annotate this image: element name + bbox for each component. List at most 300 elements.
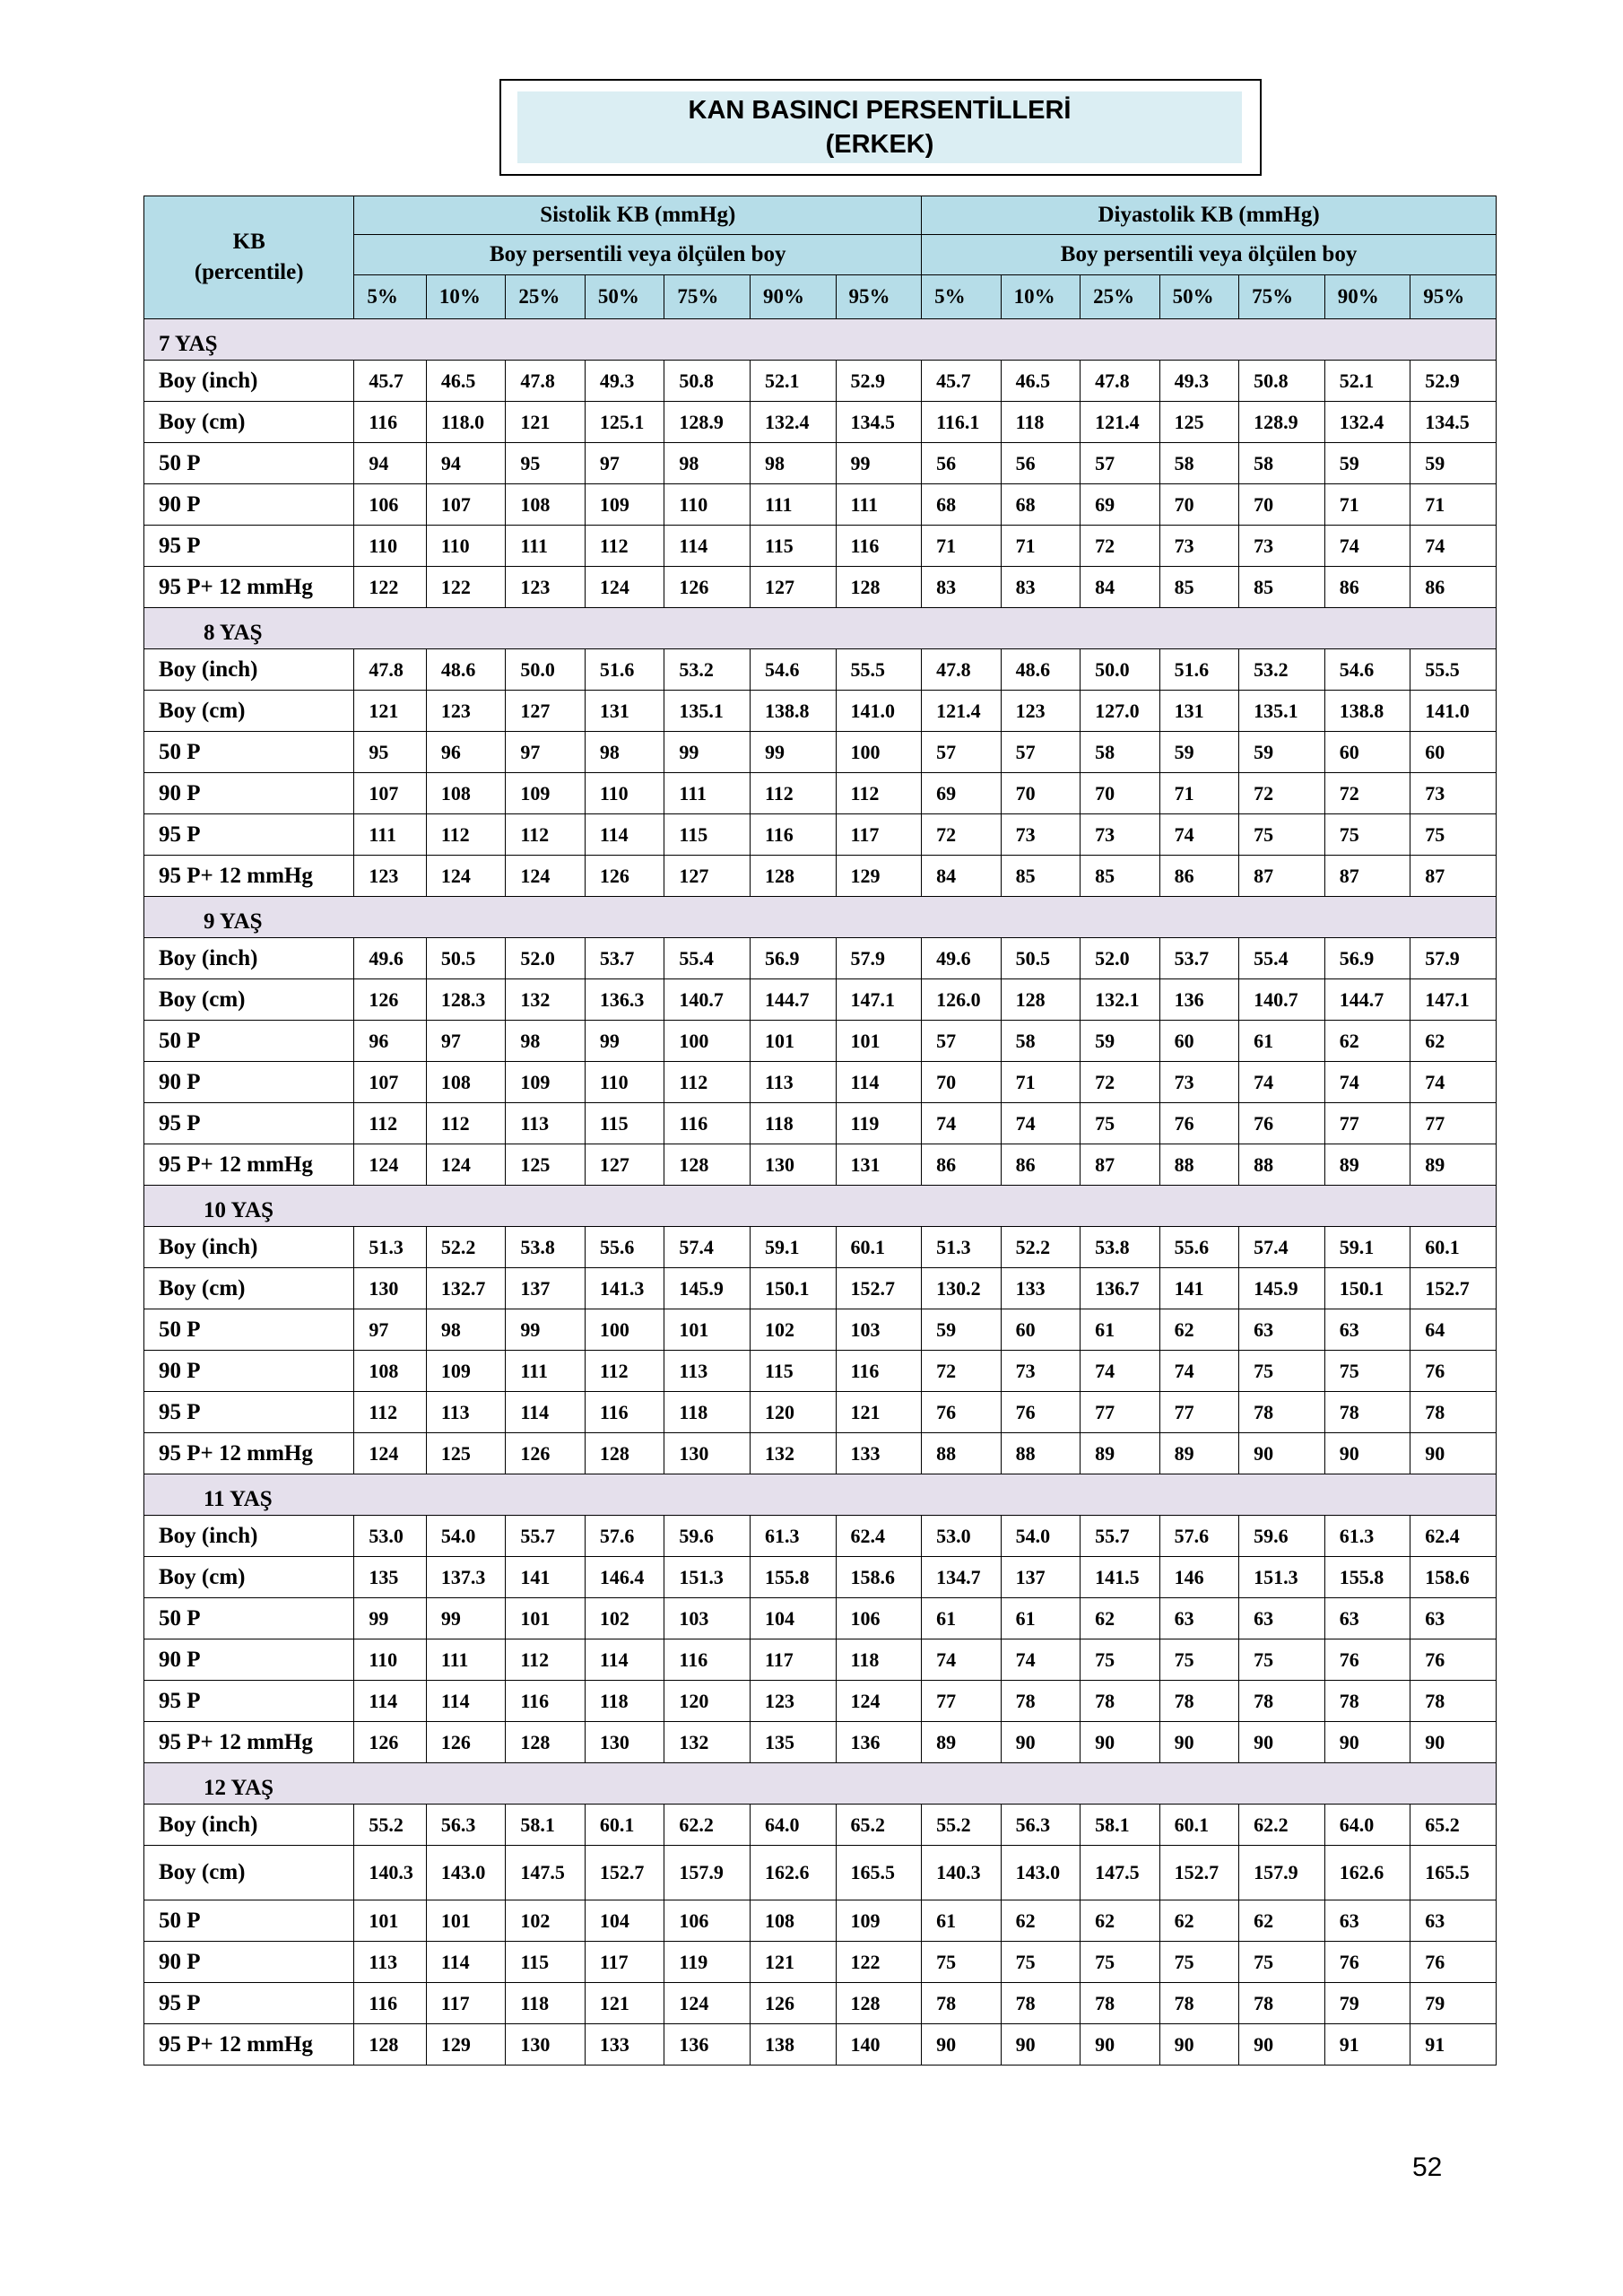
systolic-cell: 51.6 [585,649,664,691]
diastolic-cell: 141.5 [1081,1557,1160,1598]
diastolic-cell: 76 [1324,1942,1410,1983]
systolic-cell: 116 [664,1103,751,1144]
systolic-cell: 124 [506,856,586,897]
diastolic-cell: 74 [1410,1062,1497,1103]
diastolic-cell: 78 [1159,1681,1239,1722]
systolic-cell: 110 [354,526,426,567]
diastolic-cell: 54.6 [1324,649,1410,691]
diastolic-cell: 53.2 [1239,649,1325,691]
diastolic-cell: 77 [922,1681,1002,1722]
systolic-cell: 124 [585,567,664,608]
diastolic-cell: 63 [1410,1598,1497,1639]
diastolic-cell [1001,1846,1081,1900]
row-label: Boy (cm) [144,1846,354,1900]
systolic-cell: 102 [750,1309,836,1351]
systolic-cell: 113 [506,1103,586,1144]
diastolic-cell: 147.5 [1081,1846,1160,1900]
cell-value: 143.0 [1015,1861,1061,1883]
diastolic-cell: 76 [1239,1103,1325,1144]
sys-percentile-header: 10% [426,275,506,319]
diastolic-cell: 145.9 [1239,1268,1325,1309]
dia-percentile-header: 5% [922,275,1002,319]
diastolic-cell: 73 [1239,526,1325,567]
diastolic-cell: 132.4 [1324,402,1410,443]
diastolic-cell: 90 [1239,1433,1325,1474]
systolic-cell: 141.3 [585,1268,664,1309]
diastolic-cell: 141 [1159,1268,1239,1309]
diastolic-cell: 72 [1239,773,1325,814]
age-group-label: 9 YAŞ [144,897,1497,938]
diastolic-cell: 147.1 [1410,979,1497,1021]
diastolic-cell: 62 [1159,1900,1239,1942]
systolic-cell: 99 [506,1309,586,1351]
systolic-cell: 127 [664,856,751,897]
table-row [144,402,1497,443]
systolic-cell: 114 [354,1681,426,1722]
systolic-cell: 123 [750,1681,836,1722]
systolic-cell: 130 [585,1722,664,1763]
systolic-cell: 120 [664,1681,751,1722]
diastolic-cell: 75 [1239,814,1325,856]
diastolic-cell: 144.7 [1324,979,1410,1021]
diastolic-cell: 74 [1324,526,1410,567]
table-row [144,649,1497,691]
diastolic-cell: 70 [1001,773,1081,814]
systolic-cell: 109 [585,484,664,526]
diastolic-cell: 87 [1081,1144,1160,1186]
age-group-row [144,1474,1497,1516]
systolic-cell: 108 [354,1351,426,1392]
diastolic-cell: 87 [1410,856,1497,897]
diastolic-cell: 56 [1001,443,1081,484]
row-label: Boy (inch) [144,649,354,691]
diastolic-cell: 72 [922,1351,1002,1392]
diastolic-cell: 78 [1239,1681,1325,1722]
title-line-2: (ERKEK) [825,130,934,159]
table-row [144,814,1497,856]
systolic-cell: 138 [750,2024,836,2066]
systolic-cell: 114 [506,1392,586,1433]
diastolic-cell: 127.0 [1081,691,1160,732]
age-group-label: 7 YAŞ [144,319,1497,361]
diastolic-cell: 54.0 [1001,1516,1081,1557]
systolic-cell: 97 [354,1309,426,1351]
diastolic-cell: 49.6 [922,938,1002,979]
diastolic-cell: 59 [1081,1021,1160,1062]
diastolic-cell: 88 [1001,1433,1081,1474]
systolic-cell: 99 [836,443,922,484]
systolic-cell: 100 [585,1309,664,1351]
diastolic-cell: 63 [1410,1900,1497,1942]
diastolic-cell: 71 [922,526,1002,567]
systolic-cell: 47.8 [354,649,426,691]
diastolic-cell: 84 [1081,567,1160,608]
dia-percentile-header: 10% [1001,275,1081,319]
row-label: 95 P+ 12 mmHg [144,1144,354,1186]
diastolic-cell: 47.8 [1081,361,1160,402]
systolic-cell: 111 [506,526,586,567]
diastolic-cell: 130.2 [922,1268,1002,1309]
diastolic-cell: 63 [1324,1900,1410,1942]
systolic-cell: 133 [585,2024,664,2066]
diastolic-cell: 136 [1159,979,1239,1021]
diastolic-cell: 75 [1324,1351,1410,1392]
diastolic-cell: 57.4 [1239,1227,1325,1268]
table-row [144,1805,1497,1846]
systolic-cell: 98 [664,443,751,484]
diastolic-cell: 71 [1001,1062,1081,1103]
diastolic-cell: 65.2 [1410,1805,1497,1846]
systolic-cell: 99 [426,1598,506,1639]
systolic-cell: 119 [836,1103,922,1144]
diastolic-cell: 55.2 [922,1805,1002,1846]
systolic-cell: 132 [506,979,586,1021]
systolic-cell: 55.6 [585,1227,664,1268]
diastolic-cell: 72 [1081,526,1160,567]
diastolic-cell: 62 [1081,1598,1160,1639]
table-row [144,1681,1497,1722]
systolic-cell: 128.3 [426,979,506,1021]
diastolic-cell: 59 [922,1309,1002,1351]
systolic-cell: 62.4 [836,1516,922,1557]
diastolic-cell: 83 [922,567,1002,608]
systolic-cell: 95 [354,732,426,773]
age-group-row [144,1763,1497,1805]
table-row [144,567,1497,608]
diastolic-cell: 53.0 [922,1516,1002,1557]
systolic-cell: 117 [750,1639,836,1681]
systolic-cell: 101 [750,1021,836,1062]
systolic-cell: 124 [354,1144,426,1186]
table-row [144,1021,1497,1062]
table-row [144,1846,1497,1900]
diastolic-cell: 132.1 [1081,979,1160,1021]
diastolic-cell: 62 [1410,1021,1497,1062]
systolic-cell: 116 [836,1351,922,1392]
age-group-row [144,897,1497,938]
diastolic-header: Diyastolik KB (mmHg) [922,196,1497,235]
systolic-cell: 52.0 [506,938,586,979]
table-body [144,319,1497,2066]
systolic-cell: 109 [506,773,586,814]
row-label: 95 P [144,526,354,567]
systolic-cell: 115 [585,1103,664,1144]
cell-value: 140.3 [369,1861,413,1883]
diastolic-cell: 59.1 [1324,1227,1410,1268]
sys-percentile-header: 75% [664,275,751,319]
systolic-cell: 132.7 [426,1268,506,1309]
diastolic-cell: 87 [1239,856,1325,897]
diastolic-cell: 78 [1410,1681,1497,1722]
systolic-cell: 110 [585,1062,664,1103]
diastolic-cell: 89 [1410,1144,1497,1186]
systolic-cell: 55.4 [664,938,751,979]
sys-percentile-header: 50% [585,275,664,319]
systolic-cell: 111 [506,1351,586,1392]
systolic-cell: 118 [750,1103,836,1144]
systolic-cell: 129 [426,2024,506,2066]
diastolic-cell: 90 [1410,1433,1497,1474]
table-row [144,773,1497,814]
systolic-cell: 112 [664,1062,751,1103]
sys-percentile-header: 25% [506,275,586,319]
systolic-cell: 128 [506,1722,586,1763]
table-row [144,1268,1497,1309]
systolic-cell: 104 [585,1900,664,1942]
diastolic-cell: 47.8 [922,649,1002,691]
systolic-cell: 49.6 [354,938,426,979]
diastolic-cell: 77 [1324,1103,1410,1144]
systolic-cell: 155.8 [750,1557,836,1598]
diastolic-cell: 61 [1001,1598,1081,1639]
title-line-1: KAN BASINCI PERSENTİLLERİ [688,96,1072,125]
systolic-cell: 118 [506,1983,586,2024]
diastolic-cell: 77 [1410,1103,1497,1144]
diastolic-cell: 78 [1159,1983,1239,2024]
systolic-cell: 136 [664,2024,751,2066]
diastolic-cell: 75 [1239,1639,1325,1681]
systolic-cell: 128 [836,567,922,608]
blood-pressure-table [143,196,1497,2066]
diastolic-cell: 57 [1081,443,1160,484]
systolic-cell: 120 [750,1392,836,1433]
cell-value: 152.7 [1174,1861,1219,1883]
systolic-cell: 126 [585,856,664,897]
systolic-cell: 127 [750,567,836,608]
diastolic-cell: 50.8 [1239,361,1325,402]
systolic-cell: 116 [750,814,836,856]
diastolic-subheader: Boy persentili veya ölçülen boy [922,235,1497,275]
diastolic-cell: 134.7 [922,1557,1002,1598]
systolic-cell: 122 [354,567,426,608]
diastolic-cell: 86 [922,1144,1002,1186]
diastolic-cell: 74 [1001,1639,1081,1681]
diastolic-cell: 70 [1081,773,1160,814]
diastolic-cell: 63 [1324,1309,1410,1351]
systolic-cell: 132 [750,1433,836,1474]
systolic-cell: 145.9 [664,1268,751,1309]
diastolic-cell: 87 [1324,856,1410,897]
systolic-cell: 107 [354,773,426,814]
table-row [144,1227,1497,1268]
diastolic-cell: 78 [1324,1392,1410,1433]
systolic-cell: 108 [506,484,586,526]
table-row [144,856,1497,897]
systolic-cell: 126 [354,1722,426,1763]
sys-percentile-header: 90% [750,275,836,319]
systolic-cell: 118 [836,1639,922,1681]
systolic-cell: 109 [506,1062,586,1103]
diastolic-cell: 55.7 [1081,1516,1160,1557]
table-row [144,1516,1497,1557]
kb-header [144,196,354,319]
systolic-cell: 114 [426,1681,506,1722]
systolic-cell: 165.5 [836,1846,922,1900]
systolic-cell: 102 [506,1900,586,1942]
systolic-cell: 150.1 [750,1268,836,1309]
diastolic-cell: 136.7 [1081,1268,1160,1309]
systolic-cell: 53.0 [354,1516,426,1557]
diastolic-cell: 75 [1081,1103,1160,1144]
systolic-cell: 115 [750,1351,836,1392]
row-label: 95 P+ 12 mmHg [144,1722,354,1763]
diastolic-cell: 162.6 [1324,1846,1410,1900]
row-label: 50 P [144,1900,354,1942]
row-label: 50 P [144,732,354,773]
systolic-cell: 112 [585,1351,664,1392]
systolic-cell: 140.7 [664,979,751,1021]
diastolic-cell: 72 [1081,1062,1160,1103]
table-row [144,1900,1497,1942]
diastolic-cell: 128.9 [1239,402,1325,443]
diastolic-cell: 73 [1159,1062,1239,1103]
diastolic-cell: 89 [922,1722,1002,1763]
systolic-cell: 121 [506,402,586,443]
table-row [144,484,1497,526]
systolic-cell: 137.3 [426,1557,506,1598]
systolic-cell: 98 [750,443,836,484]
diastolic-cell: 64.0 [1324,1805,1410,1846]
systolic-cell: 57.6 [585,1516,664,1557]
systolic-cell: 113 [664,1351,751,1392]
systolic-cell: 131 [836,1144,922,1186]
diastolic-cell: 58 [1001,1021,1081,1062]
systolic-cell: 60.1 [836,1227,922,1268]
systolic-cell: 49.3 [585,361,664,402]
systolic-cell: 130 [664,1433,751,1474]
diastolic-cell: 63 [1324,1598,1410,1639]
systolic-cell: 99 [750,732,836,773]
systolic-cell: 110 [664,484,751,526]
diastolic-cell: 58 [1239,443,1325,484]
diastolic-cell [1159,1846,1239,1900]
diastolic-cell: 53.7 [1159,938,1239,979]
diastolic-cell: 131 [1159,691,1239,732]
diastolic-cell: 52.1 [1324,361,1410,402]
systolic-cell: 65.2 [836,1805,922,1846]
systolic-cell: 50.8 [664,361,751,402]
diastolic-cell: 79 [1324,1983,1410,2024]
systolic-cell: 128 [354,2024,426,2066]
diastolic-cell: 51.6 [1159,649,1239,691]
diastolic-cell: 70 [1239,484,1325,526]
diastolic-cell: 90 [1081,1722,1160,1763]
systolic-cell: 124 [354,1433,426,1474]
diastolic-cell: 152.7 [1410,1268,1497,1309]
systolic-cell: 95 [506,443,586,484]
diastolic-cell: 150.1 [1324,1268,1410,1309]
diastolic-cell: 58.1 [1081,1805,1160,1846]
systolic-cell: 102 [585,1598,664,1639]
systolic-cell: 106 [354,484,426,526]
systolic-cell: 136.3 [585,979,664,1021]
systolic-cell: 57.9 [836,938,922,979]
row-label: 90 P [144,1639,354,1681]
row-label: 90 P [144,1351,354,1392]
row-label: 50 P [144,1309,354,1351]
systolic-cell: 47.8 [506,361,586,402]
table-row [144,1392,1497,1433]
table-row [144,1309,1497,1351]
row-label: 95 P [144,1103,354,1144]
diastolic-cell: 45.7 [922,361,1002,402]
systolic-cell: 124 [836,1681,922,1722]
diastolic-cell: 60.1 [1159,1805,1239,1846]
diastolic-cell: 90 [1081,2024,1160,2066]
systolic-cell: 110 [426,526,506,567]
systolic-cell: 103 [836,1309,922,1351]
row-label: Boy (inch) [144,1516,354,1557]
systolic-cell: 143.0 [426,1846,506,1900]
systolic-cell: 99 [664,732,751,773]
dia-percentile-header: 50% [1159,275,1239,319]
systolic-cell: 111 [354,814,426,856]
row-label: 95 P+ 12 mmHg [144,856,354,897]
diastolic-cell: 59 [1410,443,1497,484]
diastolic-cell: 90 [922,2024,1002,2066]
table-row [144,979,1497,1021]
row-label: 95 P [144,1681,354,1722]
systolic-cell: 111 [750,484,836,526]
diastolic-cell: 59 [1239,732,1325,773]
diastolic-cell: 59.6 [1239,1516,1325,1557]
row-label: Boy (cm) [144,979,354,1021]
systolic-cell: 157.9 [664,1846,751,1900]
title-box [499,79,1262,176]
row-label: Boy (cm) [144,691,354,732]
diastolic-cell: 84 [922,856,1002,897]
row-label: Boy (inch) [144,1227,354,1268]
systolic-cell: 115 [664,814,751,856]
diastolic-cell: 125 [1159,402,1239,443]
diastolic-cell: 88 [1239,1144,1325,1186]
diastolic-cell: 79 [1410,1983,1497,2024]
systolic-cell: 55.5 [836,649,922,691]
systolic-cell: 118 [585,1681,664,1722]
systolic-cell: 135.1 [664,691,751,732]
systolic-cell: 126 [750,1983,836,2024]
diastolic-cell: 90 [1324,1722,1410,1763]
diastolic-cell: 140.3 [922,1846,1002,1900]
systolic-cell: 126 [506,1433,586,1474]
systolic-cell: 57.4 [664,1227,751,1268]
row-label: 50 P [144,1598,354,1639]
systolic-cell: 112 [836,773,922,814]
table-row [144,1103,1497,1144]
systolic-cell: 124 [664,1983,751,2024]
systolic-cell: 112 [426,1103,506,1144]
diastolic-cell: 75 [1159,1942,1239,1983]
systolic-cell: 58.1 [506,1805,586,1846]
systolic-cell: 59.1 [750,1227,836,1268]
systolic-cell: 112 [354,1392,426,1433]
systolic-cell: 51.3 [354,1227,426,1268]
systolic-cell: 122 [426,567,506,608]
diastolic-cell: 86 [1410,567,1497,608]
systolic-cell: 98 [585,732,664,773]
row-label: Boy (cm) [144,1268,354,1309]
table-row [144,1351,1497,1392]
diastolic-cell: 91 [1324,2024,1410,2066]
systolic-cell: 111 [664,773,751,814]
systolic-cell: 97 [506,732,586,773]
diastolic-cell: 78 [1239,1392,1325,1433]
row-label: 50 P [144,1021,354,1062]
diastolic-cell: 158.6 [1410,1557,1497,1598]
systolic-cell: 152.7 [836,1268,922,1309]
diastolic-cell: 78 [922,1983,1002,2024]
row-label: 50 P [144,443,354,484]
